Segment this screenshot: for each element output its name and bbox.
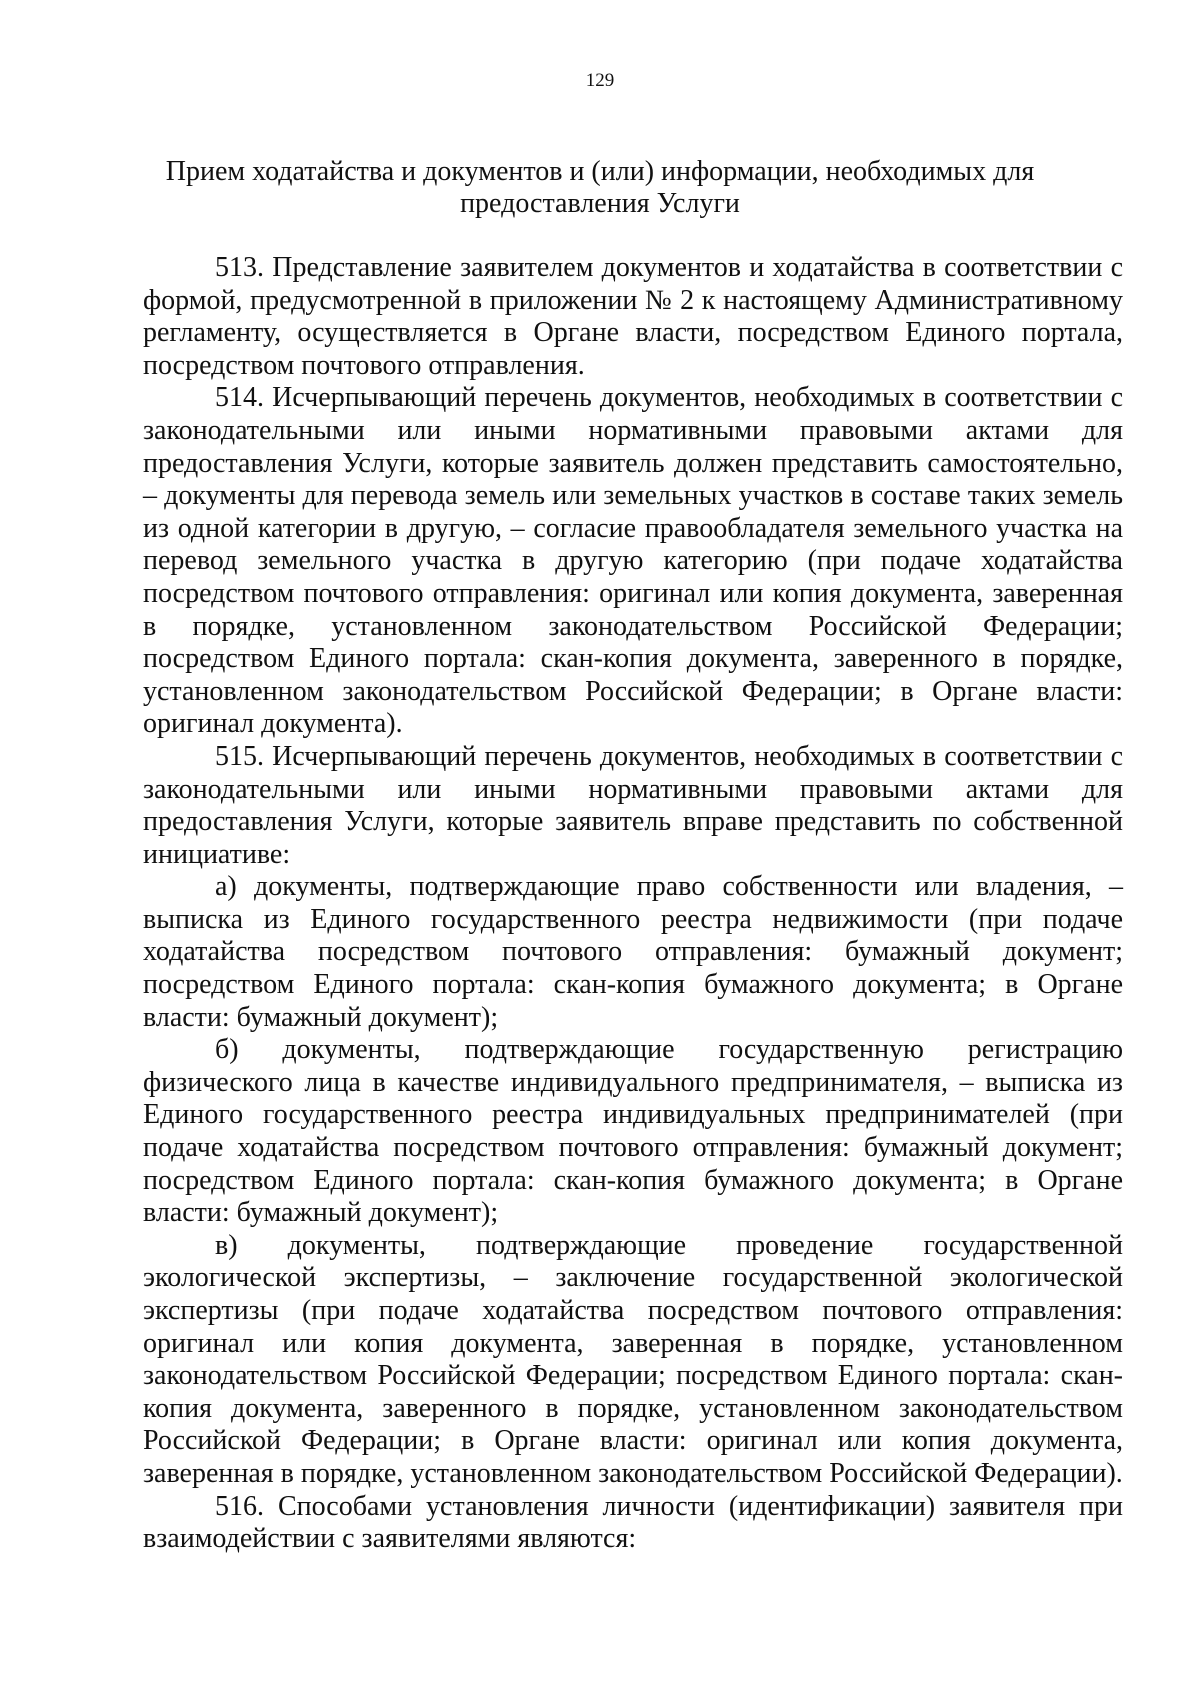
paragraph-515-b: б) документы, подтверждающие государственную регистрацию физического лица в качестве индивидуального предпринимателя, – выписка из Единого государственного реестра индивидуальных предпринимателей (при подаче ходатайства посредством почтового отправления: бумажный документ; посредством Единого портала: скан-копия бумажного документа; в Органе власти: бумажный документ);	[143, 1034, 1123, 1229]
paragraph-515-v: в) документы, подтверждающие проведение государственной экологической экспертизы, – заключение государственной экологической экспертизы (при подаче ходатайства посредством почтового отправления: оригинал или копия документа, заверенная в порядке, установленном законодательством Российской Федерации; посредством Единого портала: скан-копия документа, заверенного в порядке, установленном законодательством Российской Федерации; в Органе власти: оригинал или копия документа, заверенная в порядке, установленном законодательством Российской Федерации).	[143, 1229, 1123, 1489]
paragraph-513: 513. Представление заявителем документов и ходатайства в соответствии с формой, предусмотренной в приложении № 2 к настоящему Административному регламенту, осуществляется в Органе власти, посредством Единого портала, посредством почтового отправления.	[143, 252, 1123, 381]
document-body	[143, 252, 1123, 1556]
paragraph-515-a: а) документы, подтверждающие право собственности или владения, – выписка из Единого государственного реестра недвижимости (при подаче ходатайства посредством почтового отправления: бумажный документ; посредством Единого портала: скан-копия бумажного документа; в Органе власти: бумажный документ);	[143, 871, 1123, 1033]
section-heading: Прием ходатайства и документов и (или) информации, необходимых для предоставления Услуги	[165, 156, 1035, 219]
page-number: 129	[585, 70, 615, 91]
paragraph-515: 515. Исчерпывающий перечень документов, необходимых в соответствии с законодательными или иными нормативными правовыми актами для предоставления Услуги, которые заявитель вправе представить по собственной инициативе:	[143, 740, 1123, 870]
paragraph-514: 514. Исчерпывающий перечень документов, необходимых в соответствии с законодательными или иными нормативными правовыми актами для предоставления Услуги, которые заявитель должен представить самостоятельно, – документы для перевода земель или земельных участков в составе таких земель из одной категории в другую, – согласие правообладателя земельного участка на перевод земельного участка в другую категорию (при подаче ходатайства посредством почтового отправления: оригинал или копия документа, заверенная в порядке, установленном законодательством Российской Федерации; посредством Единого портала: скан-копия документа, заверенного в порядке, установленном законодательством Российской Федерации; в Органе власти: оригинал документа).	[143, 382, 1123, 740]
paragraph-516: 516. Способами установления личности (идентификации) заявителя при взаимодействии с заявителями являются:	[143, 1490, 1123, 1555]
